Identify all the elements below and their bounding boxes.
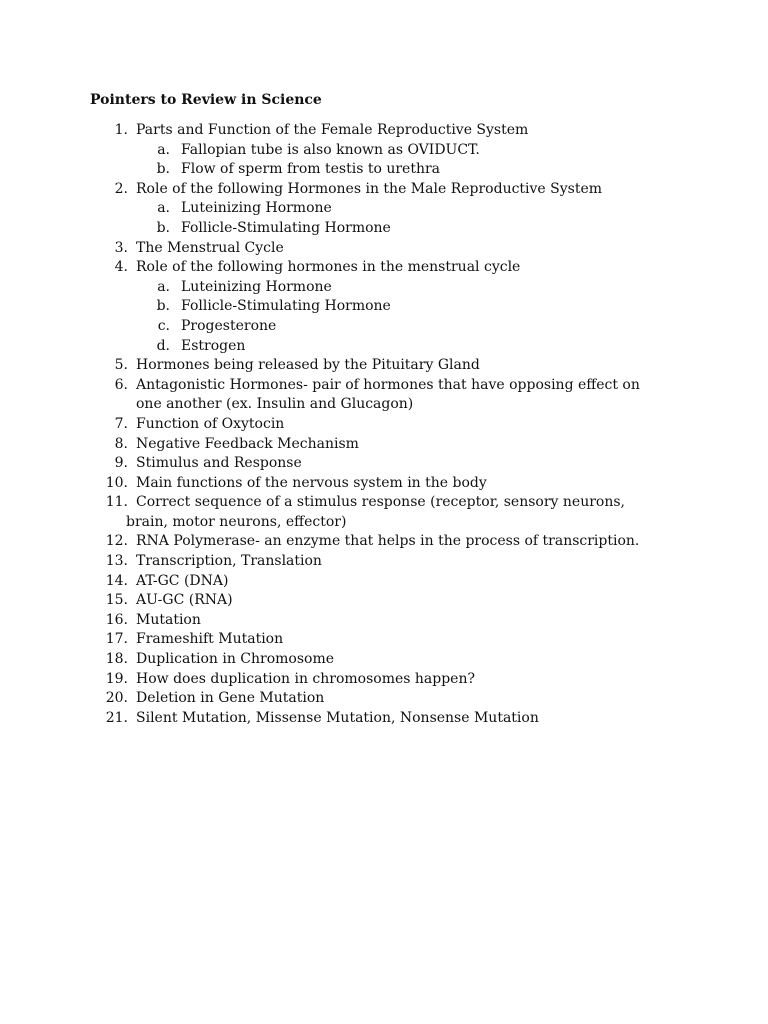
sub-item-label: a.: [157, 141, 170, 158]
list-item: [0, 591, 768, 611]
sub-item-text: Progesterone: [181, 317, 277, 334]
item-text: Antagonistic Hormones- pair of hormones that have opposing effect on: [136, 376, 640, 393]
list-item: [0, 709, 768, 729]
list-item: [0, 415, 768, 435]
item-number: 7.: [114, 415, 128, 432]
list-item: [0, 121, 768, 141]
item-text: Silent Mutation, Missense Mutation, Nonsense Mutation: [136, 709, 539, 726]
list-item: [0, 552, 768, 572]
item-text: How does duplication in chromosomes happen?: [136, 670, 475, 687]
sub-item-text: Luteinizing Hormone: [181, 200, 332, 217]
item-text: Hormones being released by the Pituitary Gland: [136, 357, 480, 374]
item-text: Correct sequence of a stimulus response (receptor, sensory neurons,: [136, 494, 625, 511]
sub-list-item: [0, 199, 768, 219]
sub-item-text: Follicle-Stimulating Hormone: [181, 298, 391, 315]
list-item: [0, 689, 768, 709]
item-number: 8.: [114, 435, 128, 452]
item-text: Stimulus and Response: [136, 455, 302, 472]
list-item-continuation: [0, 513, 768, 533]
sub-item-label: b.: [156, 298, 170, 315]
item-number: 19.: [105, 670, 128, 687]
list-item: [0, 435, 768, 455]
sub-list-item: [0, 278, 768, 298]
item-text: Main functions of the nervous system in the body: [136, 474, 487, 491]
item-number: 13.: [105, 553, 128, 570]
item-number: 16.: [105, 611, 128, 628]
sub-list-item: [0, 160, 768, 180]
sub-list-item: [0, 219, 768, 239]
list-item: [0, 258, 768, 278]
list-item: [0, 239, 768, 259]
item-text: Parts and Function of the Female Reproductive System: [136, 122, 529, 138]
item-text: Function of Oxytocin: [136, 415, 285, 432]
item-number: 15.: [105, 592, 128, 609]
item-number: 2.: [114, 180, 128, 197]
item-text: Deletion in Gene Mutation: [136, 690, 325, 707]
sub-item-label: a.: [157, 200, 170, 217]
sub-list-item: [0, 141, 768, 161]
sub-item-text: Fallopian tube is also known as OVIDUCT.: [181, 141, 480, 158]
item-text: AU-GC (RNA): [136, 592, 233, 609]
list-item: [0, 474, 768, 494]
sub-item-text: Follicle-Stimulating Hormone: [181, 219, 391, 236]
item-number: 1.: [114, 122, 128, 138]
list-item: [0, 630, 768, 650]
list-item: [0, 454, 768, 474]
sub-item-label: b.: [156, 219, 170, 236]
list-item: [0, 572, 768, 592]
item-number: 9.: [114, 455, 128, 472]
item-text: Duplication in Chromosome: [136, 651, 335, 668]
list-item-continuation: [0, 395, 768, 415]
sub-item-text: Luteinizing Hormone: [181, 278, 332, 295]
item-text: RNA Polymerase- an enzyme that helps in the process of transcription.: [136, 533, 640, 550]
sub-item-text: Estrogen: [181, 337, 246, 354]
list-item: [0, 532, 768, 552]
list-item: [0, 611, 768, 631]
review-list: [0, 121, 768, 728]
item-number: 18.: [105, 651, 128, 668]
item-text: Role of the following hormones in the menstrual cycle: [136, 259, 521, 276]
sub-list-item: [0, 317, 768, 337]
item-number: 12.: [105, 533, 128, 550]
item-number: 11.: [105, 494, 128, 511]
sub-list-item: [0, 337, 768, 357]
list-item: [0, 356, 768, 376]
item-number: 10.: [105, 474, 128, 491]
item-number: 17.: [105, 631, 128, 648]
item-text: Frameshift Mutation: [136, 631, 284, 648]
list-item: [0, 670, 768, 690]
item-number: 3.: [114, 239, 128, 256]
sub-item-label: d.: [156, 337, 170, 354]
item-number: 4.: [114, 259, 128, 276]
list-item: [0, 180, 768, 200]
item-number: 6.: [114, 376, 128, 393]
item-text: AT-GC (DNA): [136, 572, 229, 589]
sub-list-item: [0, 297, 768, 317]
page-title: Pointers to Review in Science: [90, 92, 322, 108]
sub-item-label: b.: [156, 161, 170, 178]
item-text: Negative Feedback Mechanism: [136, 435, 359, 452]
sub-item-label: c.: [157, 317, 170, 334]
item-text-continuation: brain, motor neurons, effector): [126, 513, 347, 530]
list-item: [0, 376, 768, 396]
list-item: [0, 493, 768, 513]
item-text-continuation: one another (ex. Insulin and Glucagon): [136, 396, 414, 413]
item-number: 5.: [114, 357, 128, 374]
item-text: Mutation: [136, 611, 201, 628]
item-number: 20.: [105, 690, 128, 707]
item-text: The Menstrual Cycle: [136, 239, 284, 256]
sub-item-label: a.: [157, 278, 170, 295]
item-text: Transcription, Translation: [136, 553, 322, 570]
item-number: 21.: [105, 709, 128, 726]
list-item: [0, 650, 768, 670]
item-number: 14.: [105, 572, 128, 589]
item-text: Role of the following Hormones in the Male Reproductive System: [136, 180, 603, 197]
sub-item-text: Flow of sperm from testis to urethra: [181, 161, 441, 178]
